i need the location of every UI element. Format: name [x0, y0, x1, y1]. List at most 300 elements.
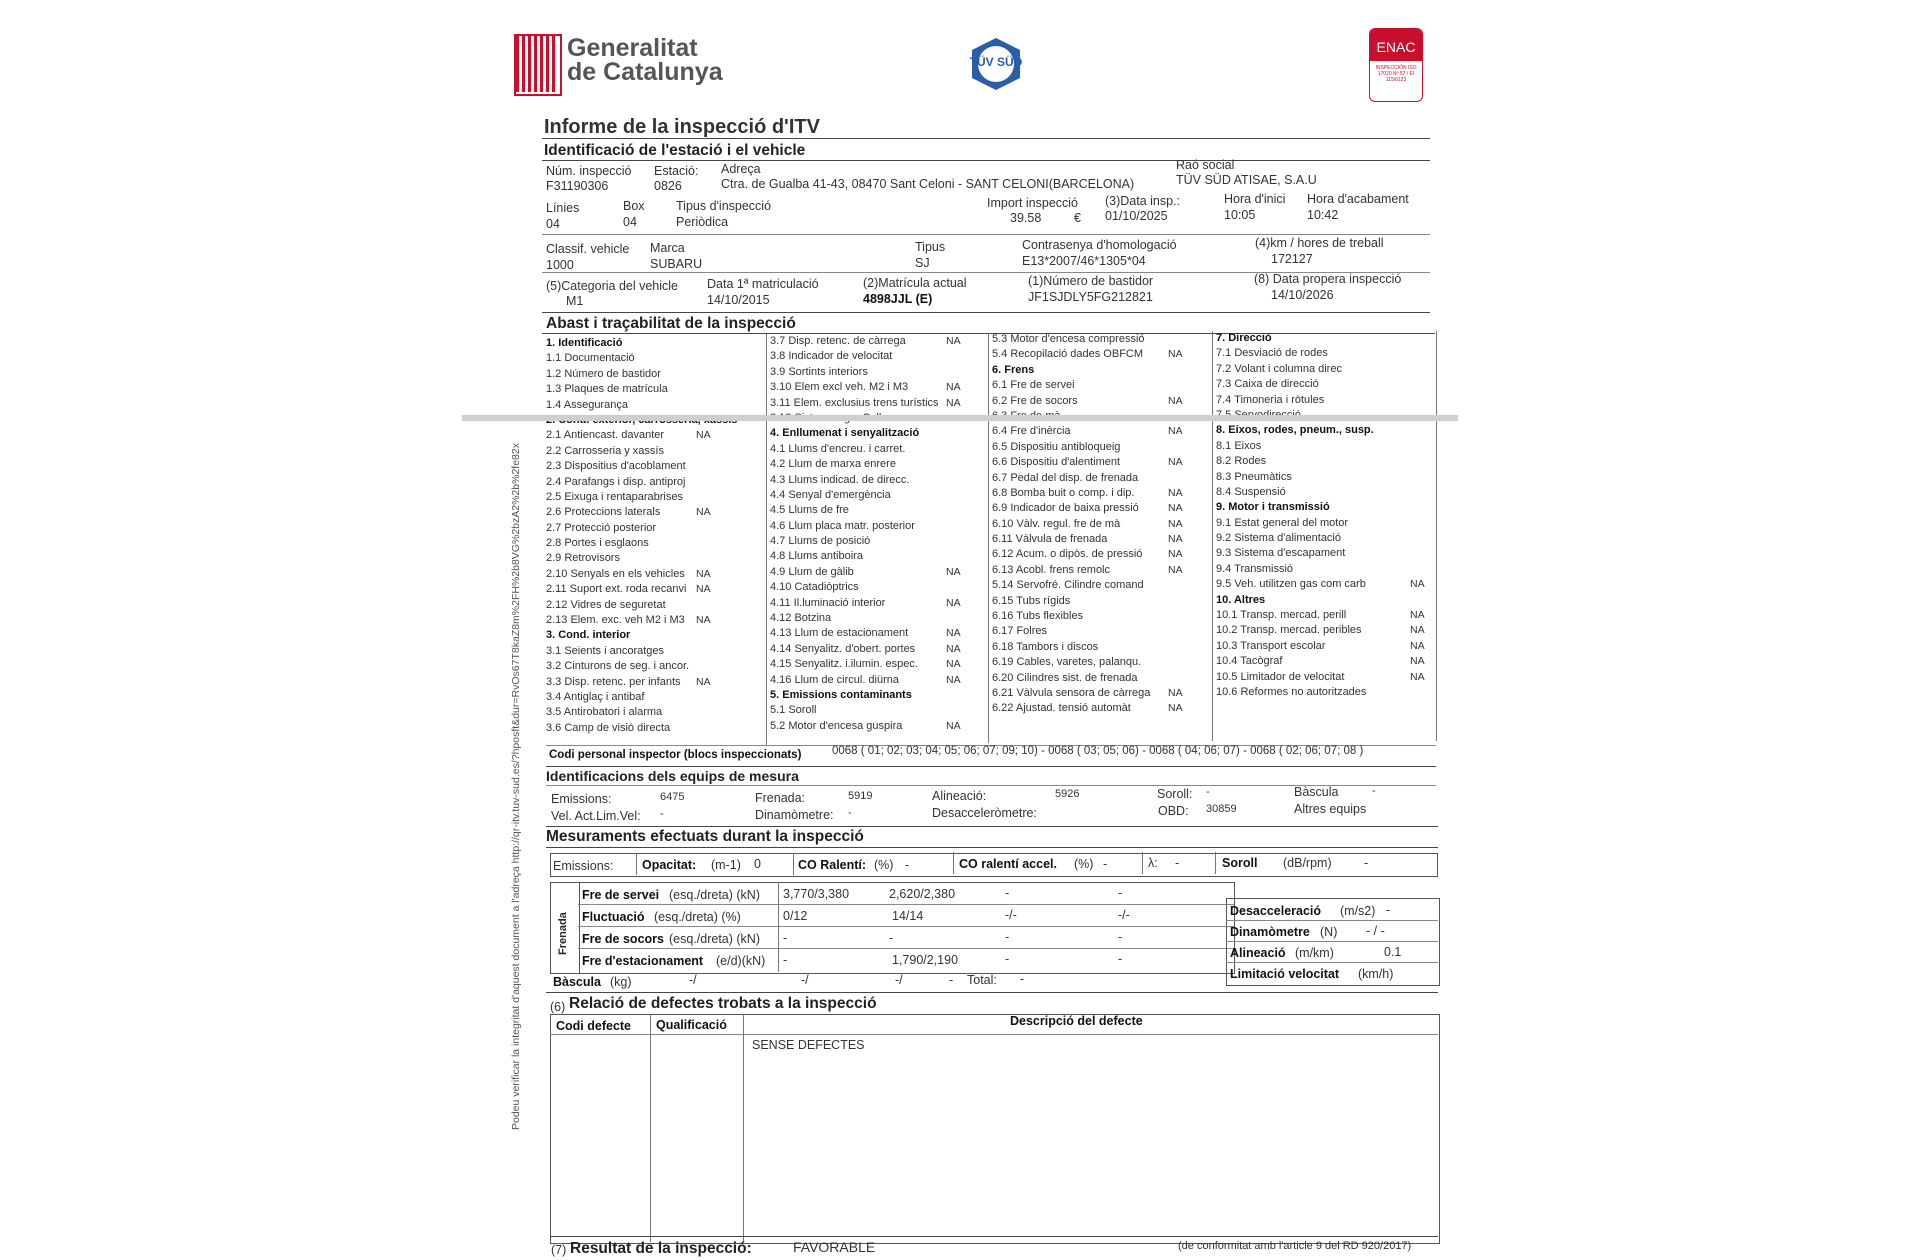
abast-item-na: NA: [946, 642, 961, 655]
abast-item: [546, 582, 764, 597]
abast-item-label: 5.2 Motor d'encesa guspira: [770, 719, 903, 732]
abast-item-label: 3.1 Seients i ancoratges: [546, 644, 665, 657]
abast-item-label: 9.3 Sistema d'escapament: [1216, 547, 1346, 560]
abast-item-label: 6.15 Tubs rígids: [992, 594, 1071, 607]
abast-item: [770, 488, 988, 503]
fre-servei-value-1: 3,770/3,380: [783, 887, 850, 901]
abast-item-label: 6.6 Dispositiu d'alentiment: [992, 456, 1121, 469]
abast-item: [1216, 346, 1436, 361]
abast-item-label: 10.4 Tacògraf: [1216, 655, 1283, 668]
import-label: Import inspecció: [987, 196, 1079, 210]
abast-item: [1216, 577, 1436, 592]
identification-section-title: Identificació de l'estació i el vehicle: [544, 142, 806, 159]
abast-item-label: 10.5 Limitador de velocitat: [1216, 670, 1345, 683]
abast-item: [770, 349, 988, 364]
abast-item: [1216, 593, 1436, 608]
abast-item: [546, 675, 764, 690]
mes-bascula-value-3: -/: [895, 973, 903, 987]
abast-item-label: 3.8 Indicador de velocitat: [770, 350, 893, 363]
resultat-label: Resultat de la inspecció:: [570, 1240, 752, 1257]
estacionament-unit: (e/d)(kN): [716, 954, 766, 968]
abast-section-title: Abast i traçabilitat de la inspecció: [546, 315, 796, 332]
limit-unit: (km/h): [1358, 967, 1394, 981]
data-insp-value: 01/10/2025: [1105, 209, 1168, 223]
abast-item: [770, 519, 988, 534]
page-title: Informe de la inspecció d'ITV: [544, 116, 820, 138]
abast-item: [546, 428, 764, 443]
abast-column-2: [770, 334, 988, 734]
abast-item: [546, 490, 764, 505]
abast-item: [1216, 531, 1436, 546]
abast-item-label: 3.9 Sortints interiors: [770, 365, 868, 378]
estacionament-value-1: -: [783, 953, 788, 967]
abast-item: [770, 442, 988, 457]
abast-item-label: 10.6 Reformes no autoritzades: [1216, 685, 1367, 698]
abast-item: [992, 686, 1210, 701]
abast-item: [770, 534, 988, 549]
dinam-value: - / -: [1366, 924, 1385, 938]
abast-item-label: 6.2 Fre de socors: [992, 394, 1078, 407]
abast-item-label: 6. Frens: [992, 363, 1035, 376]
box-label: Box: [623, 199, 645, 213]
co-accel-value: -: [1103, 857, 1108, 871]
abast-item-label: 4.10 Catadiòptrics: [770, 581, 859, 594]
equips-altres-label: Altres equips: [1294, 802, 1367, 816]
abast-column-4: [1216, 331, 1436, 700]
abast-item: [992, 471, 1210, 486]
col-codi-defecte: Codi defecte: [556, 1019, 632, 1033]
abast-item: [992, 532, 1210, 547]
opacitat-value: 0: [754, 857, 761, 871]
co-ralenti-unit: (%): [874, 858, 894, 872]
abast-item-label: 6.9 Indicador de baixa pressió: [992, 502, 1139, 515]
abast-item: [1216, 500, 1436, 515]
abast-item-label: 3.2 Cinturons de seg. i ancor.: [546, 660, 690, 673]
categoria-value: M1: [566, 294, 584, 308]
scan-fold-line: [462, 415, 1458, 421]
abast-item-na: NA: [1168, 563, 1183, 576]
abast-item: [992, 655, 1210, 670]
dinam-unit: (N): [1320, 925, 1338, 939]
abast-item: [1216, 639, 1436, 654]
import-value: 39.58: [1010, 211, 1042, 225]
abast-item-label: 4.8 Llums antiboira: [770, 550, 863, 563]
abast-item: [1216, 439, 1436, 454]
abast-column-3: [992, 332, 1210, 717]
equips-dinamometre-value: -: [848, 807, 852, 819]
socors-label: Fre de socors: [582, 932, 664, 946]
abast-item-label: 10. Altres: [1216, 593, 1266, 606]
mes-emissions-label: Emissions:: [553, 859, 614, 873]
bastidor-label: (1)Número de bastidor: [1028, 274, 1154, 288]
abast-item: [992, 501, 1210, 516]
abast-item-label: 9.4 Transmissió: [1216, 562, 1294, 575]
abast-item-label: 2.12 Vidres de seguretat: [546, 598, 666, 611]
abast-item-na: NA: [1168, 456, 1183, 469]
abast-item-label: 6.7 Pedal del disp. de frenada: [992, 471, 1139, 484]
mes-bascula-value-2: -/: [801, 973, 809, 987]
equips-bascula-label: Bàscula: [1294, 785, 1339, 799]
abast-item-label: 1. Identificació: [546, 337, 623, 349]
abast-item-label: 7.2 Volant i columna direc: [1216, 362, 1342, 375]
abast-item: [770, 473, 988, 488]
opacitat-unit: (m-1): [711, 858, 741, 872]
abast-item-label: 6.4 Fre d'inèrcia: [992, 425, 1071, 438]
abast-item-na: NA: [696, 583, 711, 596]
abast-item-na: NA: [1168, 517, 1183, 530]
abast-item-label: 8.1 Eixos: [1216, 439, 1262, 452]
abast-item-label: 4.2 Llum de marxa enrere: [770, 458, 896, 471]
abast-item-label: 5.3 Motor d'encesa compressió: [992, 333, 1145, 345]
abast-item: [770, 380, 988, 395]
estacionament-label: Fre d'estacionament: [582, 954, 704, 968]
abast-item: [770, 703, 988, 718]
fluctuacio-value-3: -/-: [1005, 908, 1017, 922]
lambda-label: λ:: [1148, 856, 1158, 870]
abast-item-na: NA: [696, 429, 711, 442]
col-qualificacio: Qualificació: [656, 1018, 727, 1032]
abast-item-label: 2.1 Antiencast. davanter: [546, 429, 665, 442]
abast-item-label: 6.13 Acobl. frens remolc: [992, 563, 1111, 576]
equips-vel-label: Vel. Act.Lim.Vel:: [551, 809, 641, 823]
abast-item: [1216, 393, 1436, 408]
abast-item-label: 5.14 Servofré. Cilindre comand: [992, 579, 1144, 592]
abast-item-label: 3.5 Antirobatori i alarma: [546, 706, 663, 719]
linies-label: Línies: [546, 201, 580, 215]
abast-item: [770, 611, 988, 626]
abast-item-na: NA: [696, 675, 711, 688]
abast-item-label: 9.2 Sistema d'alimentació: [1216, 532, 1341, 545]
abast-item: [546, 398, 764, 413]
generalitat-emblem: [514, 34, 562, 96]
abast-item-label: 8.3 Pneumàtics: [1216, 470, 1292, 483]
abast-item-na: NA: [696, 506, 711, 519]
frenada-vertical-label: Frenada: [557, 912, 569, 955]
abast-item: [1216, 454, 1436, 469]
abast-item-label: 6.8 Bomba buit o comp. i dip.: [992, 486, 1135, 499]
abast-item: [770, 719, 988, 734]
abast-item-label: 2.13 Elem. exc. veh M2 i M3: [546, 614, 685, 627]
abast-item: [992, 517, 1210, 532]
abast-item-label: 6.22 Ajustad. tensió automàt: [992, 702, 1131, 715]
defectes-section-title: Relació de defectes trobats a la inspecció: [569, 995, 877, 1012]
abast-item: [1216, 562, 1436, 577]
adreca-value: Ctra. de Gualba 41-43, 08470 Sant Celoni - SANT CELONI(BARCELONA): [721, 177, 1135, 191]
abast-item: [546, 475, 764, 490]
abast-item-label: 2.2 Carrosseria y xassís: [546, 444, 664, 457]
fre-servei-value-2: 2,620/2,380: [889, 887, 956, 901]
abast-item-na: NA: [946, 658, 961, 671]
defecte-entry: SENSE DEFECTES: [752, 1038, 865, 1052]
abast-column-1: [546, 336, 764, 736]
abast-item: [546, 505, 764, 520]
abast-item-label: 3.7 Disp. retenc. de càrrega: [770, 335, 906, 347]
abast-item-na: NA: [946, 627, 961, 640]
generalitat-brand-line1: Generalitat: [567, 34, 698, 62]
abast-item: [992, 701, 1210, 716]
generalitat-brand-line2: de Catalunya: [567, 58, 723, 86]
co-ralenti-label: CO Ralentí:: [798, 858, 867, 872]
contrasenya-value: E13*2007/46*1305*04: [1022, 254, 1146, 268]
socors-value-2: -: [889, 931, 894, 945]
abast-item-label: 2.5 Eixuga i rentaparabrises: [546, 490, 683, 503]
abast-item: [992, 563, 1210, 578]
abast-item-label: 4.15 Senyalitz. i.ilumin. espec.: [770, 658, 918, 671]
estacio-label: Estació:: [654, 164, 699, 178]
verification-side-text: Podeu verificar la integritat d'aquest document a l'adreça http://qr-itv.tuv-sud.es/?hposft&dur=RvOs67T8kaZ8m%2FH%2b8VG%2bzA2%2b%2fe82x: [510, 443, 522, 1130]
abast-item: [546, 659, 764, 674]
abast-item-label: 7.4 Timoneria i ròtules: [1216, 393, 1325, 406]
abast-item-na: NA: [946, 396, 961, 409]
defectes-table: [550, 1014, 1440, 1244]
abast-item-label: 6.20 Cilindres sist. de frenada: [992, 671, 1138, 684]
inspector-codes: 0068 ( 01; 02; 03; 04; 05; 06; 07; 09; 10) - 0068 ( 03; 05; 06) - 0068 ( 04; 06; 07) - 0068 ( 02; 06; 07; 08 ): [832, 745, 1364, 757]
tipus-label: Tipus: [915, 240, 946, 254]
abast-item-label: 4.3 Llums indicad. de direcc.: [770, 473, 910, 486]
abast-item-label: 4.12 Botzina: [770, 612, 832, 625]
marca-label: Marca: [650, 241, 685, 255]
equips-obd-value: 30859: [1206, 803, 1237, 815]
abast-item: [546, 628, 764, 643]
abast-item-na: NA: [946, 596, 961, 609]
enac-logo-text: ENAC: [1370, 29, 1422, 61]
abast-item: [770, 596, 988, 611]
abast-item-label: 4.6 Llum placa matr. posterior: [770, 519, 915, 532]
equips-vel-value: -: [660, 808, 664, 820]
desacc-unit: (m/s2): [1340, 904, 1376, 918]
hora-acabament-label: Hora d'acabament: [1307, 192, 1409, 206]
abast-item-na: NA: [1168, 686, 1183, 699]
abast-item-label: 1.2 Número de bastidor: [546, 367, 661, 380]
abast-item-label: 1.3 Plaques de matrícula: [546, 383, 668, 396]
num-inspeccio-label: Núm. inspecció: [546, 164, 632, 178]
abast-item-label: 6.18 Tambors i discos: [992, 640, 1099, 653]
abast-item-label: 3.4 Antiglaç i antibaf: [546, 690, 645, 703]
abast-item-label: 7.3 Caixa de direcció: [1216, 378, 1319, 391]
abast-item: [992, 594, 1210, 609]
abast-item-label: 3.3 Disp. retenc. per infants: [546, 675, 681, 688]
hora-inici-value: 10:05: [1224, 208, 1256, 222]
abast-item: [770, 642, 988, 657]
socors-value-4: -: [1118, 930, 1123, 944]
abast-item-na: NA: [1410, 655, 1425, 668]
equips-frenada-value: 5919: [848, 790, 873, 802]
abast-item: [546, 521, 764, 536]
propera-value: 14/10/2026: [1271, 288, 1334, 302]
abast-item-label: 2.3 Dispositius d'acoblament: [546, 460, 686, 473]
abast-item-label: 6.5 Dispositiu antibloqueig: [992, 440, 1121, 453]
abast-item: [546, 613, 764, 628]
socors-value-3: -: [1005, 930, 1010, 944]
abast-item-label: 7.1 Desviació de rodes: [1216, 347, 1328, 360]
abast-item: [770, 626, 988, 641]
abast-item-na: NA: [1168, 533, 1183, 546]
abast-item: [1216, 546, 1436, 561]
abast-item-label: 9. Motor i transmissió: [1216, 501, 1330, 514]
abast-item: [1216, 331, 1436, 346]
equips-emissions-value: 6475: [660, 791, 685, 803]
abast-item-label: 4.9 Llum de gàlib: [770, 565, 854, 578]
abast-item-label: 6.10 Vàlv. regul. fre de mà: [992, 517, 1121, 530]
data-matric-label: Data 1ª matriculació: [707, 277, 819, 291]
tipus-inspeccio-label: Tipus d'inspecció: [676, 199, 772, 213]
rao-social-value: TÜV SÜD ATISAE, S.A.U: [1176, 173, 1317, 187]
tuv-logo-text: TÜV SÜD: [969, 55, 1023, 69]
abast-item-na: NA: [1168, 425, 1183, 438]
abast-item: [770, 580, 988, 595]
abast-item: [992, 640, 1210, 655]
abast-item: [992, 547, 1210, 562]
equips-soroll-label: Soroll:: [1157, 787, 1193, 801]
desacc-label: Desacceleració: [1230, 904, 1322, 918]
abast-item-label: 4. Enllumenat i senyalització: [770, 427, 920, 440]
equips-desacc-label: Desacceleròmetre:: [932, 806, 1037, 820]
abast-item-na: NA: [1168, 548, 1183, 561]
equips-alineacio-value: 5926: [1055, 788, 1080, 800]
abast-item-label: 4.14 Senyalitz. d'obert. portes: [770, 642, 916, 655]
marca-value: SUBARU: [650, 257, 703, 271]
abast-item: [992, 578, 1210, 593]
abast-item-label: 2.8 Portes i esglaons: [546, 537, 649, 550]
linies-value: 04: [546, 217, 560, 231]
abast-item-label: 5.1 Soroll: [770, 704, 817, 717]
desacc-value: -: [1386, 903, 1391, 917]
socors-unit: (esq./dreta) (kN): [669, 932, 760, 946]
abast-item-label: 3.11 Elem. exclusius trens turístics: [770, 396, 939, 409]
dinam-label: Dinamòmetre: [1230, 925, 1310, 939]
abast-item: [992, 609, 1210, 624]
abast-item-label: 4.4 Senyal d'emergència: [770, 488, 891, 501]
fluctuacio-value-2: 14/14: [892, 909, 924, 923]
estacionament-value-3: -: [1005, 952, 1010, 966]
mes-soroll-unit: (dB/rpm): [1283, 856, 1332, 870]
abast-item: [770, 688, 988, 703]
fluctuacio-value-1: 0/12: [783, 909, 808, 923]
box-value: 04: [623, 215, 637, 229]
abast-item-label: 10.1 Transp. mercad. perill: [1216, 609, 1347, 622]
equips-alineacio-label: Alineació:: [932, 789, 987, 803]
abast-item-label: 3.10 Elem excl veh. M2 i M3: [770, 381, 909, 394]
tuv-logo: [968, 36, 1024, 92]
abast-item-label: 5. Emissions contaminants: [770, 688, 912, 701]
abast-item: [546, 644, 764, 659]
fluctuacio-value-4: -/-: [1118, 908, 1130, 922]
equips-obd-label: OBD:: [1158, 804, 1189, 818]
mes-soroll-value: -: [1364, 856, 1369, 870]
abast-item-label: 5.4 Recopilació dades OBFCM: [992, 348, 1144, 361]
fre-servei-unit: (esq./dreta) (kN): [669, 888, 760, 902]
abast-item: [770, 549, 988, 564]
inspector-label: Codi personal inspector (blocs inspeccionats): [549, 749, 802, 761]
abast-item-label: 8.2 Rodes: [1216, 455, 1267, 468]
abast-item-label: 6.11 Vàlvula de frenada: [992, 533, 1108, 546]
socors-value-1: -: [783, 931, 788, 945]
fre-servei-value-4: -: [1118, 886, 1123, 900]
mes-bascula-label: Bàscula: [553, 975, 601, 989]
abast-item: [770, 503, 988, 518]
rao-social-label: Raó social: [1176, 158, 1235, 172]
abast-item-label: 4.16 Llum de circul. diürna: [770, 673, 900, 686]
abast-item: [992, 332, 1210, 347]
mes-bascula-value-4: -: [949, 973, 954, 987]
abast-item-label: 4.1 Llums d'encreu. i carret.: [770, 442, 906, 455]
km-value: 172127: [1271, 252, 1313, 266]
abast-item: [992, 347, 1210, 362]
abast-item-na: NA: [1410, 639, 1425, 652]
estacionament-value-2: 1,790/2,190: [892, 953, 959, 967]
abast-item: [1216, 608, 1436, 623]
tipus-inspeccio-value: Periòdica: [676, 215, 729, 229]
resultat-value: FAVORABLE: [793, 1239, 876, 1255]
total-value: -: [1020, 972, 1025, 986]
abast-item: [992, 394, 1210, 409]
abast-item: [992, 424, 1210, 439]
abast-item: [992, 486, 1210, 501]
abast-item-na: NA: [1168, 702, 1183, 715]
abast-item: [546, 367, 764, 382]
equips-soroll-value: -: [1206, 786, 1210, 798]
abast-item: [770, 457, 988, 472]
abast-item: [992, 455, 1210, 470]
data-matric-value: 14/10/2015: [707, 293, 770, 307]
enac-logo: [1369, 28, 1423, 102]
abast-item-na: NA: [946, 335, 961, 347]
abast-item-na: NA: [1410, 670, 1425, 683]
abast-item: [1216, 516, 1436, 531]
abast-item-label: 8. Eixos, rodes, pneum., susp.: [1216, 424, 1374, 437]
abast-item-na: NA: [946, 381, 961, 394]
abast-item-na: NA: [696, 614, 711, 627]
abast-item: [546, 690, 764, 705]
equips-frenada-label: Frenada:: [755, 791, 806, 805]
abast-item: [546, 705, 764, 720]
abast-item-label: 4.13 Llum de estacionament: [770, 627, 909, 640]
abast-item: [546, 444, 764, 459]
equips-emissions-label: Emissions:: [551, 792, 612, 806]
abast-item: [770, 565, 988, 580]
hora-inici-label: Hora d'inici: [1224, 192, 1286, 206]
abast-item-label: 10.3 Transport escolar: [1216, 639, 1326, 652]
categoria-label: (5)Categoria del vehicle: [546, 279, 679, 293]
estacio-value: 0826: [654, 179, 682, 193]
abast-item-label: 8.4 Suspensió: [1216, 485, 1286, 498]
abast-item: [1216, 623, 1436, 638]
abast-item-label: 3. Cond. interior: [546, 629, 631, 642]
co-accel-label: CO ralentí accel.: [959, 857, 1057, 871]
mes-bascula-unit: (kg): [610, 975, 632, 989]
abast-item: [770, 334, 988, 349]
abast-item-label: 4.5 Llums de fre: [770, 504, 849, 517]
fre-servei-value-3: -: [1005, 886, 1010, 900]
abast-item-label: 6.16 Tubs flexibles: [992, 610, 1084, 623]
abast-item-label: 7. Direcció: [1216, 332, 1272, 344]
abast-item-label: 9.1 Estat general del motor: [1216, 516, 1349, 529]
co-ralenti-value: -: [905, 858, 910, 872]
abast-item-label: 6.12 Acum. o dipòs. de pressió: [992, 548, 1143, 561]
abast-item: [992, 624, 1210, 639]
matricula-label: (2)Matrícula actual: [863, 276, 967, 290]
fre-servei-label: Fre de servei: [582, 888, 660, 902]
equips-dinamometre-label: Dinamòmetre:: [755, 808, 834, 822]
abast-item-na: NA: [1410, 578, 1425, 591]
abast-item: [770, 365, 988, 380]
tipus-value: SJ: [915, 256, 930, 270]
abast-item: [546, 336, 764, 351]
resultat-note: (de conformitat amb l'article 9 del RD 920/2017): [1178, 1240, 1412, 1252]
data-insp-label: (3)Data insp.:: [1105, 194, 1181, 208]
abast-item-label: 9.5 Veh. utilitzen gas com carb: [1216, 578, 1366, 591]
abast-item: [1216, 670, 1436, 685]
